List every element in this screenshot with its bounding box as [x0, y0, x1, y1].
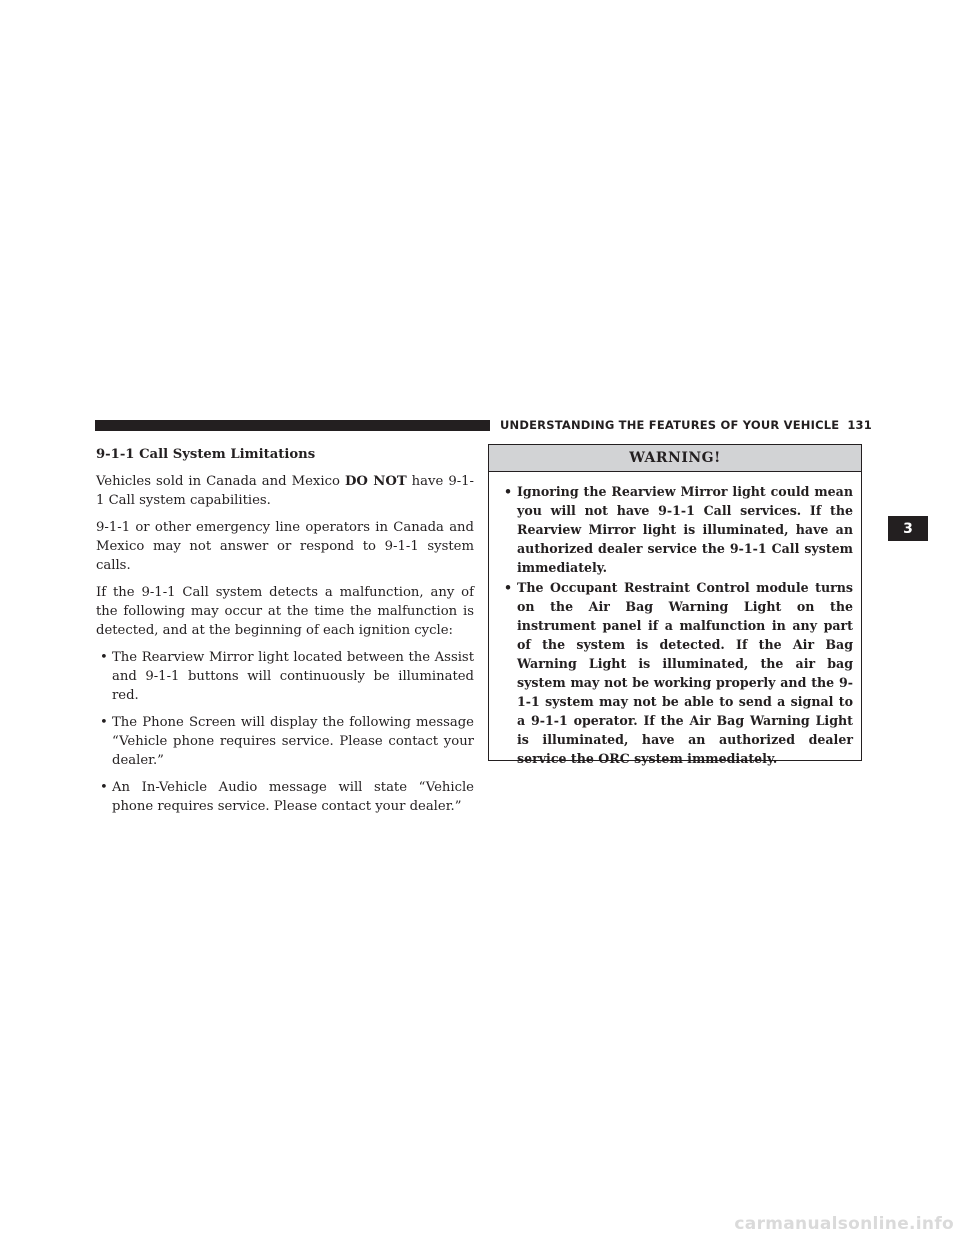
list-item-text: The Phone Screen will display the following message “Vehicle phone requires service. Please contact your dealer.”: [112, 715, 474, 768]
running-header: [500, 418, 872, 432]
list-item: [96, 713, 474, 770]
warning-item-text: The Occupant Restraint Control module turns on the Air Bag Warning Light on the instrument panel if a malfunction in any part of the system is detected. If the Air Bag Warning Light is illuminated, the air bag system may not be working properly and the 9-1-1 system may not be able to send a signal to a 9-1-1 operator. If the Air Bag Warning Light is illuminated, have an authorized dealer service the ORC system immediately.: [517, 580, 853, 766]
watermark: carmanualsonline.info: [734, 1214, 954, 1234]
warning-title: WARNING!: [489, 445, 861, 472]
list-item: [96, 648, 474, 705]
page-number: 131: [847, 418, 872, 432]
paragraph-text: have 9-1-1 Call system capabilities.: [96, 474, 475, 508]
warning-item-text: Ignoring the Rearview Mirror light could mean you will not have 9-1-1 Call services. If the Rearview Mirror light is illuminated, have an authorized dealer service the 9-1-1 Call system immediately.: [517, 484, 853, 575]
paragraph-canada-mexico: [96, 472, 474, 510]
bullet-icon: •: [100, 780, 108, 795]
list-item-text: The Rearview Mirror light located between the Assist and 9-1-1 buttons will continuously be illuminated red.: [112, 650, 474, 703]
warning-item: [501, 578, 853, 768]
malfunction-list: [96, 648, 474, 816]
section-title: UNDERSTANDING THE FEATURES OF YOUR VEHICLE: [500, 418, 840, 432]
bullet-icon: •: [504, 580, 513, 595]
list-item-text: An In-Vehicle Audio message will state “Vehicle phone requires service. Please contact your dealer.”: [112, 780, 474, 814]
paragraph-malfunction: If the 9-1-1 Call system detects a malfunction, any of the following may occur at the time the malfunction is detected, and at the beginning of each ignition cycle:: [96, 585, 474, 638]
warning-item: [501, 482, 853, 577]
paragraph-operators: 9-1-1 or other emergency line operators in Canada and Mexico may not answer or respond to 9-1-1 system calls.: [96, 520, 474, 573]
paragraph-text: Vehicles sold in Canada and Mexico: [96, 474, 345, 489]
warning-list: [489, 472, 861, 768]
header-rule: [95, 420, 490, 431]
bullet-icon: •: [100, 650, 108, 665]
warning-box: [488, 444, 862, 766]
bullet-icon: •: [100, 715, 108, 730]
chapter-tab: 3: [888, 516, 928, 541]
list-item: [96, 778, 474, 816]
bullet-icon: •: [504, 484, 513, 499]
emphasis-text: DO NOT: [344, 474, 407, 489]
left-column: [96, 445, 474, 824]
section-heading: 9-1-1 Call System Limitations: [96, 447, 316, 462]
